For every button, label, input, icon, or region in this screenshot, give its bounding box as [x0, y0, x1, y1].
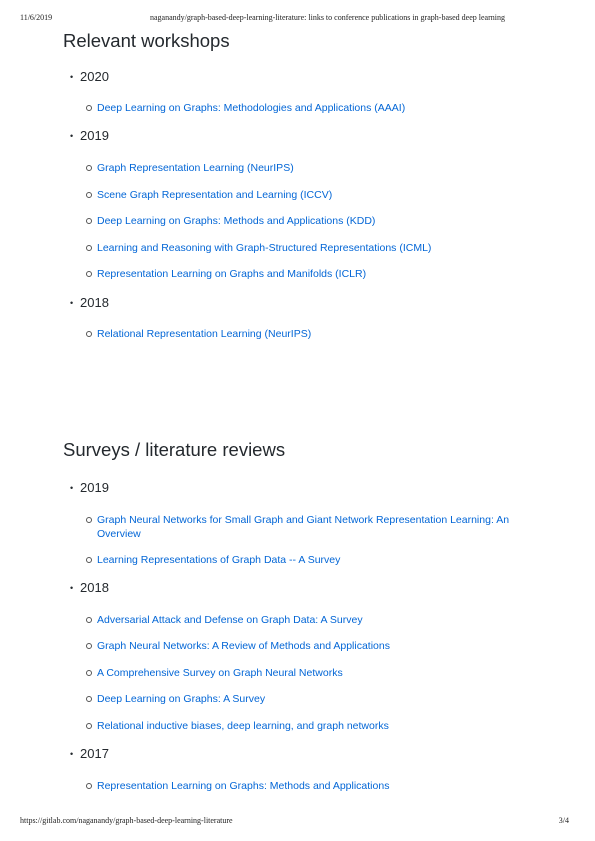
print-date: 11/6/2019	[20, 13, 53, 22]
survey-link[interactable]: Deep Learning on Graphs: A Survey	[86, 692, 536, 706]
workshop-link[interactable]: Learning and Reasoning with Graph-Structured Representations (ICML)	[86, 241, 536, 255]
list-bullet-icon	[86, 271, 92, 277]
workshops-year-2019: • 2019	[70, 128, 109, 143]
survey-link[interactable]: Representation Learning on Graphs: Methods and Applications	[86, 779, 536, 793]
workshop-link[interactable]: Graph Representation Learning (NeurIPS)	[86, 161, 536, 175]
bullet-icon: •	[70, 131, 74, 141]
list-bullet-icon	[86, 557, 92, 563]
list-bullet-icon	[86, 617, 92, 623]
print-footer	[0, 816, 595, 828]
bullet-icon: •	[70, 483, 74, 493]
bullet-icon: •	[70, 749, 74, 759]
bullet-icon: •	[70, 298, 74, 308]
workshops-year-2020: • 2020	[70, 69, 109, 84]
survey-link[interactable]: Graph Neural Networks: A Review of Methods and Applications	[86, 639, 536, 653]
print-header	[0, 13, 595, 25]
surveys-heading: Surveys / literature reviews	[63, 439, 286, 460]
list-bullet-icon	[86, 218, 92, 224]
workshop-link[interactable]: Relational Representation Learning (NeurIPS)	[86, 327, 536, 341]
list-bullet-icon	[86, 517, 92, 523]
list-bullet-icon	[86, 696, 92, 702]
survey-link[interactable]: Learning Representations of Graph Data -- A Survey	[86, 553, 536, 567]
list-bullet-icon	[86, 783, 92, 789]
workshops-year-2018: • 2018	[70, 295, 109, 310]
workshop-link[interactable]: Deep Learning on Graphs: Methodologies and Applications (AAAI)	[86, 101, 536, 115]
bullet-icon: •	[70, 72, 74, 82]
surveys-year-2017: • 2017	[70, 746, 109, 761]
surveys-year-2019: • 2019	[70, 480, 109, 495]
list-bullet-icon	[86, 105, 92, 111]
workshop-link[interactable]: Scene Graph Representation and Learning (ICCV)	[86, 188, 536, 202]
list-bullet-icon	[86, 643, 92, 649]
list-bullet-icon	[86, 723, 92, 729]
list-bullet-icon	[86, 670, 92, 676]
surveys-year-2018: • 2018	[70, 580, 109, 595]
workshop-link[interactable]: Representation Learning on Graphs and Manifolds (ICLR)	[86, 267, 536, 281]
list-bullet-icon	[86, 245, 92, 251]
print-page-number: 3/4	[558, 816, 569, 825]
list-bullet-icon	[86, 331, 92, 337]
workshop-link[interactable]: Deep Learning on Graphs: Methods and Applications (KDD)	[86, 214, 536, 228]
print-page-title: naganandy/graph-based-deep-learning-literature: links to conference publications in graph-based deep learning	[150, 13, 505, 22]
survey-link[interactable]: Graph Neural Networks for Small Graph and Giant Network Representation Learning: An Overview	[86, 513, 536, 541]
list-bullet-icon	[86, 165, 92, 171]
print-url: https://gitlab.com/naganandy/graph-based-deep-learning-literature	[20, 816, 233, 825]
survey-link[interactable]: Adversarial Attack and Defense on Graph Data: A Survey	[86, 613, 536, 627]
survey-link[interactable]: Relational inductive biases, deep learning, and graph networks	[86, 719, 536, 733]
workshops-heading: Relevant workshops	[63, 30, 230, 51]
list-bullet-icon	[86, 192, 92, 198]
bullet-icon: •	[70, 583, 74, 593]
survey-link[interactable]: A Comprehensive Survey on Graph Neural Networks	[86, 666, 536, 680]
